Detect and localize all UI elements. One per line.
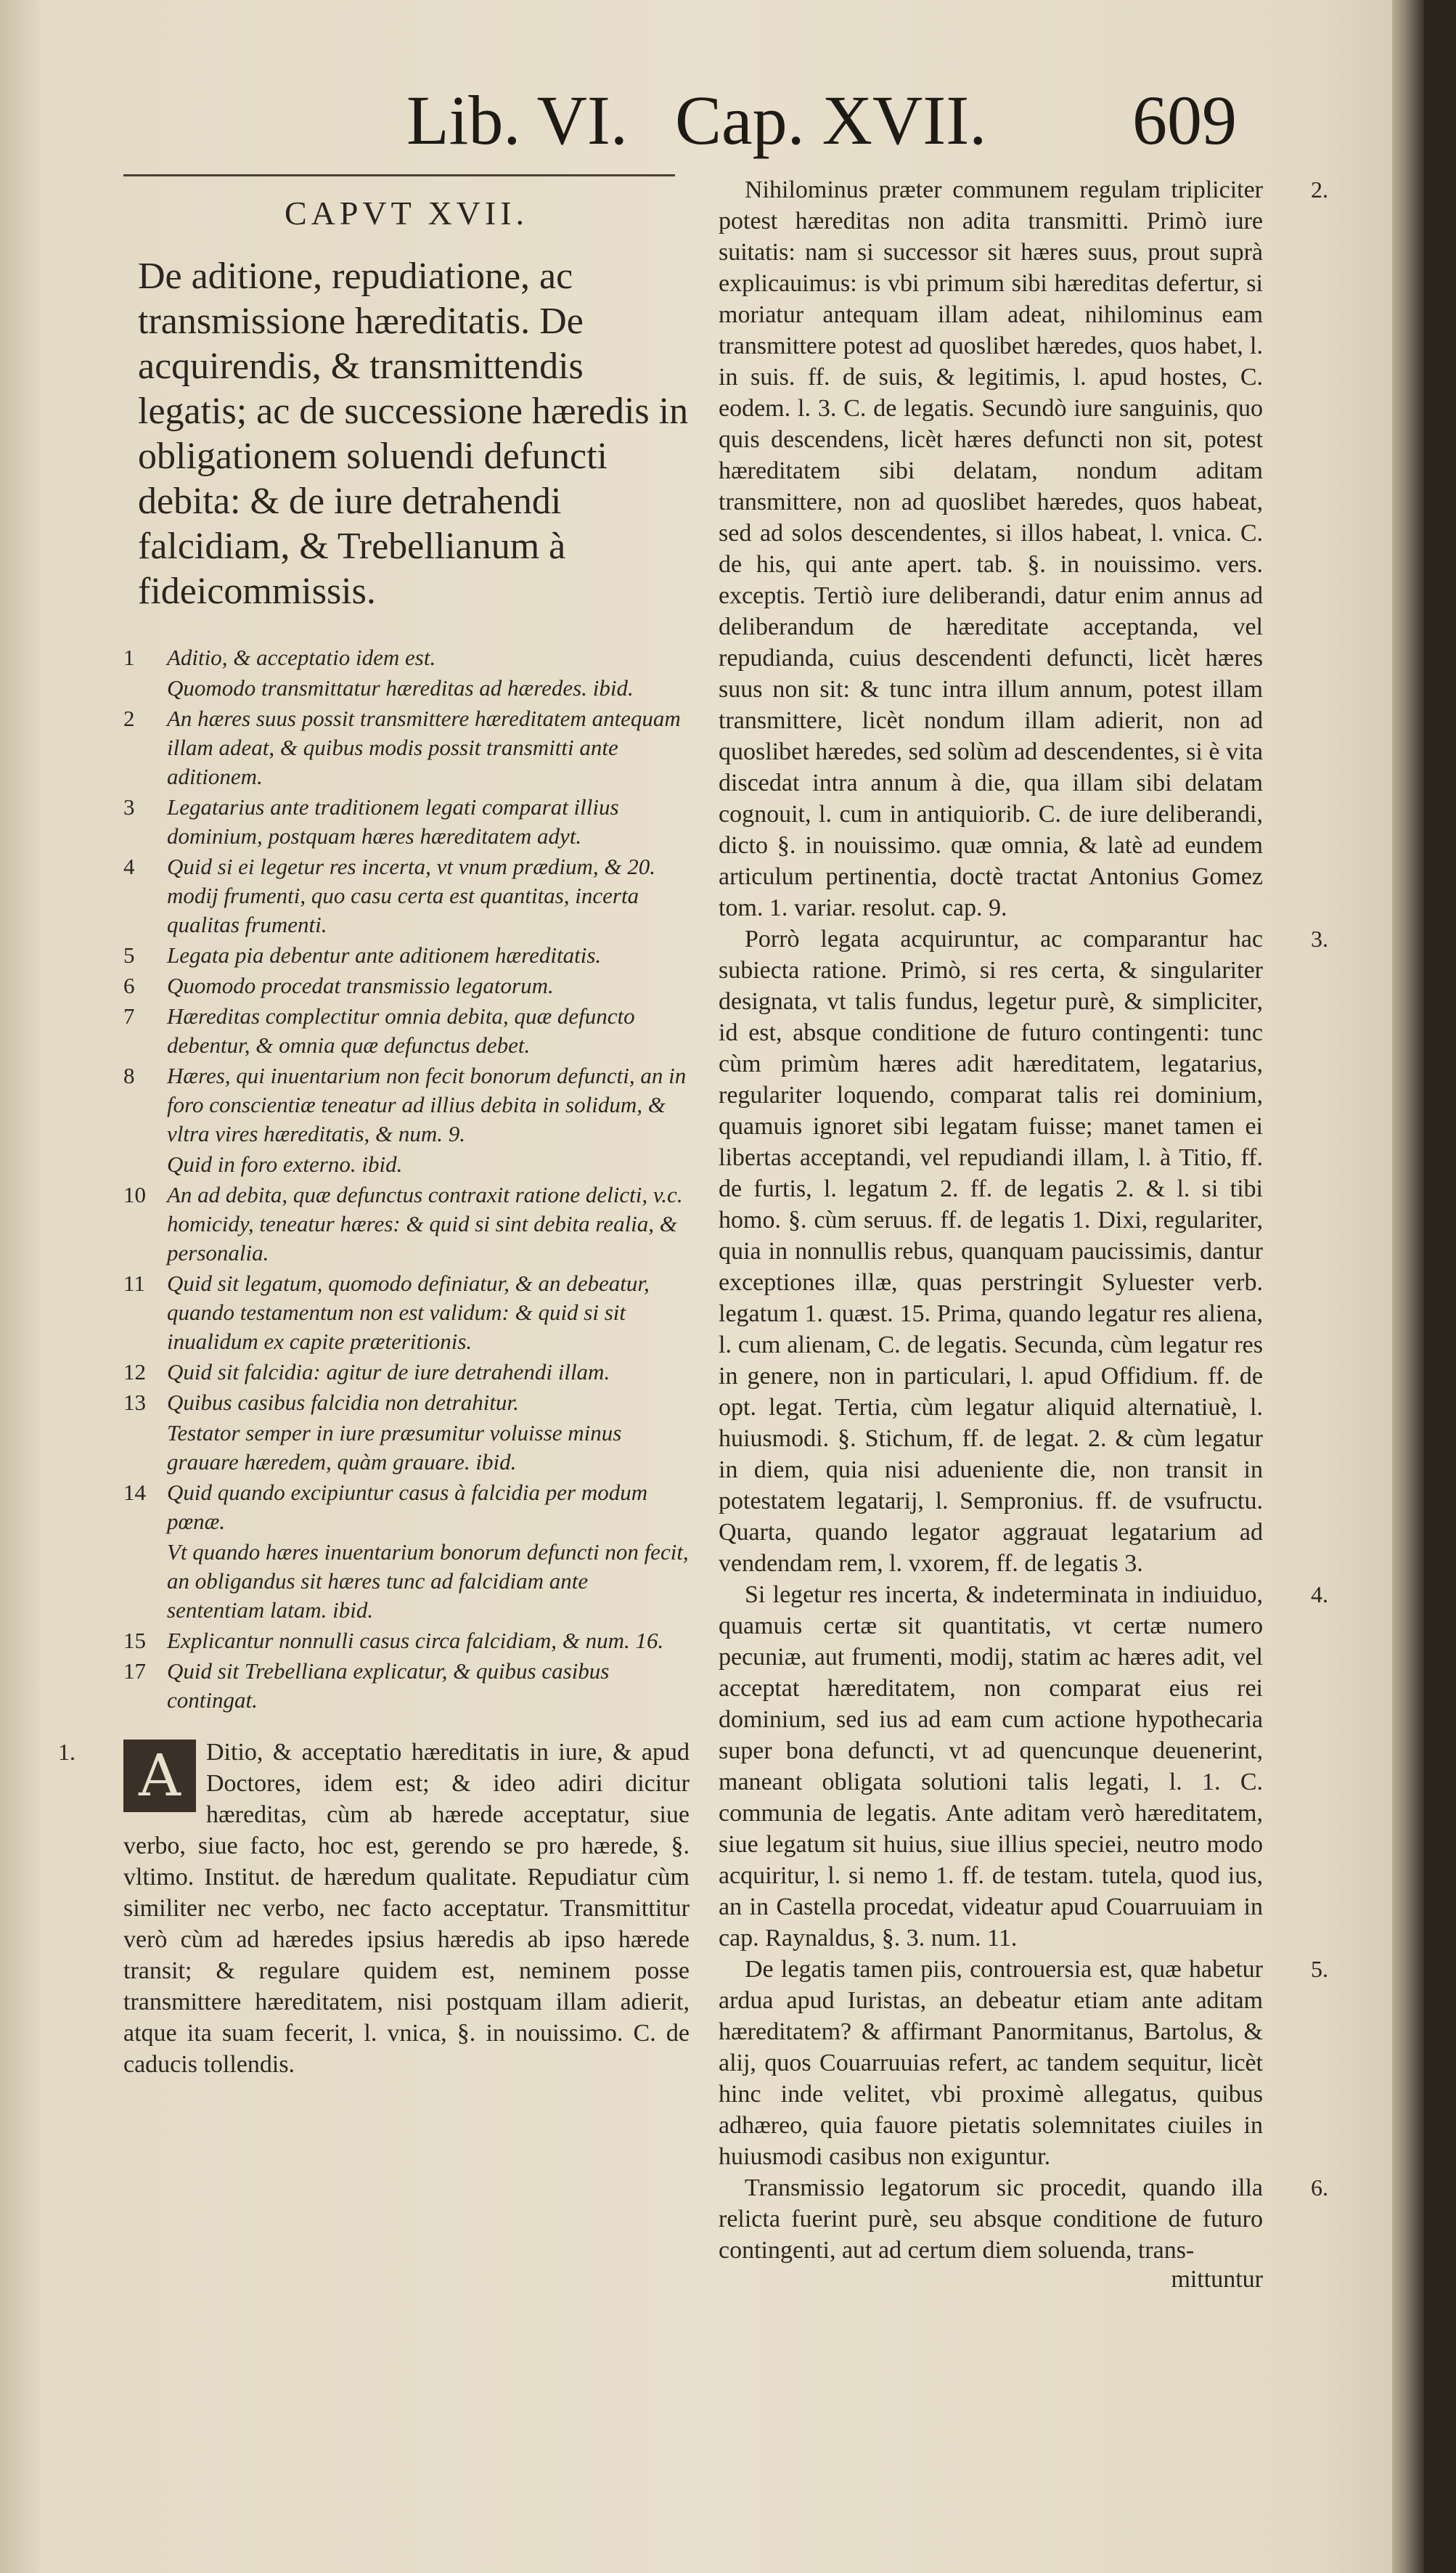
summary-item-text: Vt quando hæres inuentarium bonorum defuncti non fecit, an obligandus sit hæres tunc ad falcidiam ante sententiam latam. ibid. (167, 1539, 689, 1623)
summary-item-number: 11 (123, 1271, 145, 1296)
running-head-book: Lib. VI. (406, 81, 628, 159)
summary-list (123, 643, 690, 1715)
summary-item-text: An ad debita, quæ defunctus contraxit ratione delicti, v.c. homicidy, teneatur hæres: & quid si sint debita realia, & personalia. (167, 1182, 683, 1265)
margin-number: 3. (1311, 926, 1328, 952)
margin-number: 5. (1311, 1956, 1328, 1982)
summary-item-number: 7 (123, 1003, 135, 1029)
paragraph-text: De legatis tamen piis, controuersia est, quæ habetur ardua apud Iuristas, an debeatur etiam ante aditam hæreditatem? & affirmant Panormitanus, Bartolus, & alij, quos Couarruuias refert, ac tandem sequitur, licèt hinc inde velitet, vbi proximè allegatus, quibus adhæreo, quia fauore pietatis solemnitates ciuiles in huiusmodi casibus non exiguntur. (719, 1956, 1263, 2170)
summary-item-text: Quid sit Trebelliana explicatur, & quibus casibus contingat. (167, 1658, 610, 1713)
summary-item-text: Quomodo transmittatur hæreditas ad hæredes. ibid. (167, 675, 634, 701)
paragraph-text: Si legetur res incerta, & indeterminata in indiuiduo, quamuis certæ sit quantitatis, vt certæ numero pecuniæ, aut frumenti, modij, statim ac hæres adit, vel acceptat hæreditatem, non comparat eius rei dominium, sed ius ad eam cum actione hypothecaria super bona defuncti, vt ad quencunque deuenerint, maneant obligata solutioni talis legati, l. 1. C. communia de legatis. Ante aditam verò hæreditatem, siue legatum sit huius, siue illius speciei, neutro modo acquiritur, l. si nemo 1. ff. de testam. tutela, quod ius, an in Castella procedat, videatur apud Couarruuiam in cap. Raynaldus, §. 3. num. 11. (719, 1581, 1263, 1952)
summary-item-text: Quid si ei legetur res incerta, vt vnum prædium, & 20. modij frumenti, quo casu certa est quantitas, incerta qualitas frumenti. (167, 854, 656, 937)
left-body-text: Ditio, & acceptatio hæreditatis in iure, & apud Doctores, idem est; & ideo adiri dicitur hæreditas, cùm ab hærede acceptatur, siue verbo, siue facto, hoc est, gerendo se pro hærede, §. vltimo. Institut. de hæredum qualitate. Repudiatur cùm similiter nec verbo, nec facto acceptatur. Transmittitur verò cùm ad hæredes ipsius hæredis ab ipso hærede transit; & regulare quidem est, neminem posse transmittere hæreditatem, nisi postquam illam adierit, atque ita suam fecerit, l. vnica, §. in nouissimo. C. de caducis tollendis. (123, 1739, 690, 2078)
body-paragraph (719, 1579, 1328, 1954)
summary-item-text: An hæres suus possit transmittere hæreditatem antequam illam adeat, & quibus modis possit transmitti ante aditionem. (167, 706, 681, 789)
page-number: 609 (1132, 81, 1237, 159)
paragraph-text: Nihilominus præter communem regulam tripliciter potest hæreditas non adita transmitti. Primò iure suitatis: nam si successor sit hæres suus, prout suprà explicauimus: is vbi primum sibi hæreditas defertur, si moriatur antequam illam adeat, nihilominus eam transmittere potest ad quoslibet hæredes, quos habet, l. in suis. ff. de suis, & legitimis, l. apud hostes, C. eodem. l. 3. C. de legatis. Secundò iure sanguinis, quo quis descendens, licèt hæres defuncti non sit, potest hæreditatem sibi delatam, nondum aditam transmittere, non ad quoslibet hæredes, quos habeat, sed ad solos descendentes, si illos habeat, l. vnica. C. de his, qui ante apert. tab. §. in nouissimo. vers. exceptis. Tertiò iure deliberandi, datur enim annus ad deliberandum de hæreditate acceptanda, vel repudianda, cuius descendenti defuncti, licèt hæres suus non sit: & tunc intra illum annum, potest illam transmittere, licèt nondum illam adierit, non ad quoslibet hæredes, sed solùm ad descendentes, si è vita discedat intra annum à die, qua illam sibi delatam cognouit, l. cum in antiquiorib. C. de iure deliberandi, dicto §. in nouissimo. quæ omnia, & latè ad eundem articulum pertinentia, doctè tractat Antonius Gomez tom. 1. variar. resolut. cap. 9. (719, 176, 1263, 921)
summary-item-text: Quid in foro externo. ibid. (167, 1151, 403, 1177)
header-rule (123, 174, 675, 176)
summary-item (123, 793, 690, 851)
summary-item-number: 14 (123, 1480, 146, 1505)
margin-number: 6. (1311, 2174, 1328, 2201)
summary-item (123, 852, 690, 939)
summary-item (123, 704, 690, 791)
left-column (58, 174, 690, 2080)
summary-item (123, 1419, 690, 1477)
summary-item-number: 4 (123, 854, 135, 879)
summary-item-number: 8 (123, 1063, 135, 1088)
paragraph-text: Porrò legata acquiruntur, ac comparantur hac subiecta ratione. Primò, si res certa, & singulariter designata, vt talis fundus, legetur purè, & simpliciter, id est, absque conditione de futuro contingenti: tunc cùm primùm hæres adit hæreditatem, legatarius, regulariter loquendo, comparat talis rei dominium, quamuis ignoret sibi legatam fuisse; manet tamen ei libertas acceptandi, vel repudiandi illam, l. à Titio, ff. de furtis, l. legatum 2. ff. de legatis 2. & l. si tibi homo. §. cùm seruus. ff. de legatis 1. Dixi, regulariter, quia in nonnullis rebus, quanquam paucissimis, dantur exceptiones illæ, quas perstringit Syluester verb. legatum 1. quæst. 15. Prima, quando legatur res aliena, l. cum alienam, C. de legatis. Secunda, cùm legatur res in genere, non in particulari, l. apud Offidium. ff. de opt. legat. Tertia, cùm legatur aliquid alternatiuè, l. huiusmodi. §. Stichum, ff. de legat. 2. & cùm legatur in diem, quia nisi adueniente die, non transit in potestatem legatarij, l. Sempronius. ff. de vsufructu. Quarta, quando legator aggrauat legatarium ad vendendam rem, l. vxorem, ff. de legatis 3. (719, 926, 1263, 1577)
summary-item-number: 6 (123, 973, 135, 998)
left-body (58, 1737, 690, 2080)
summary-item-text: Quid quando excipiuntur casus à falcidia per modum pœnæ. (167, 1480, 648, 1534)
chapter-rubric: De aditione, repudiatione, ac transmissione hæreditatis. De acquirendis, & transmittendis legatis; ac de successione hæredis in obligationem soluendi defuncti debita: & de iure detrahendi falcidiam, & Trebellianum à fideicommissis. (138, 256, 689, 612)
summary-item-text: Hæres, qui inuentarium non fecit bonorum defuncti, an in foro conscientiæ teneatur ad illius debita in solidum, & vltra vires hæreditatis, & num. 9. (167, 1063, 687, 1146)
summary-item-number: 12 (123, 1359, 146, 1385)
summary-item-text: Hæreditas complectitur omnia debita, quæ defuncto debentur, & omnia quæ defunctus debet. (167, 1003, 635, 1058)
summary-item-text: Legatarius ante traditionem legati comparat illius dominium, postquam hæres hæreditatem adyt. (167, 794, 619, 849)
summary-item (123, 1150, 690, 1179)
margin-number: 4. (1311, 1581, 1328, 1607)
summary-item (123, 1626, 690, 1655)
body-paragraph (719, 923, 1328, 1579)
margin-number: 1. (58, 1739, 75, 1765)
summary-item (123, 971, 690, 1000)
running-head-chapter: Cap. XVII. (675, 81, 987, 159)
summary-item-number: 3 (123, 794, 135, 820)
summary-item-text: Quid sit falcidia: agitur de iure detrahendi illam. (167, 1359, 610, 1385)
summary-item-number: 17 (123, 1658, 146, 1684)
summary-item (123, 1181, 690, 1268)
summary-item (123, 1269, 690, 1356)
running-head (406, 80, 1248, 160)
summary-item-number: 2 (123, 706, 135, 731)
summary-item-text: Aditio, & acceptatio idem est. (167, 645, 436, 670)
summary-item-number: 5 (123, 942, 135, 968)
summary-item (123, 941, 690, 970)
summary-item (123, 1657, 690, 1715)
margin-number: 2. (1311, 176, 1328, 203)
summary-item-text: Testator semper in iure præsumitur voluisse minus grauare hæredem, quàm grauare. ibid. (167, 1420, 622, 1475)
summary-item (123, 1478, 690, 1536)
summary-item (123, 1002, 690, 1060)
summary-item-text: Quibus casibus falcidia non detrahitur. (167, 1390, 519, 1415)
summary-item-number: 10 (123, 1182, 146, 1207)
summary-item-number: 1 (123, 645, 135, 670)
summary-item (123, 643, 690, 672)
body-paragraph (719, 174, 1328, 923)
summary-item-text: Quomodo procedat transmissio legatorum. (167, 973, 554, 998)
page-edge (1392, 0, 1424, 2573)
paragraph-text: Transmissio legatorum sic procedit, quando illa relicta fuerint purè, seu absque conditione de futuro contingenti, aut ad certum diem soluenda, trans- (719, 2174, 1263, 2264)
summary-item-number: 15 (123, 1628, 146, 1653)
chapter-title: CAPVT XVII. (284, 195, 529, 232)
summary-item-text: Explicantur nonnulli casus circa falcidiam, & num. 16. (167, 1628, 664, 1653)
right-body (719, 174, 1328, 2266)
summary-item (123, 674, 690, 703)
summary-item (123, 1538, 690, 1625)
summary-item-text: Legata pia debentur ante aditionem hæreditatis. (167, 942, 602, 968)
body-paragraph (719, 1954, 1328, 2172)
summary-item (123, 1388, 690, 1417)
summary-item-text: Quid sit legatum, quomodo definiatur, & an debeatur, quando testamentum non est validum: & quid si sit inualidum ex capite præteritionis. (167, 1271, 650, 1354)
summary-item (123, 1061, 690, 1149)
catchword: mittuntur (1171, 2266, 1263, 2293)
right-column (719, 174, 1328, 2293)
summary-item-number: 13 (123, 1390, 146, 1415)
summary-item (123, 1358, 690, 1387)
body-paragraph (719, 2172, 1328, 2266)
drop-capital: A (123, 1740, 196, 1812)
